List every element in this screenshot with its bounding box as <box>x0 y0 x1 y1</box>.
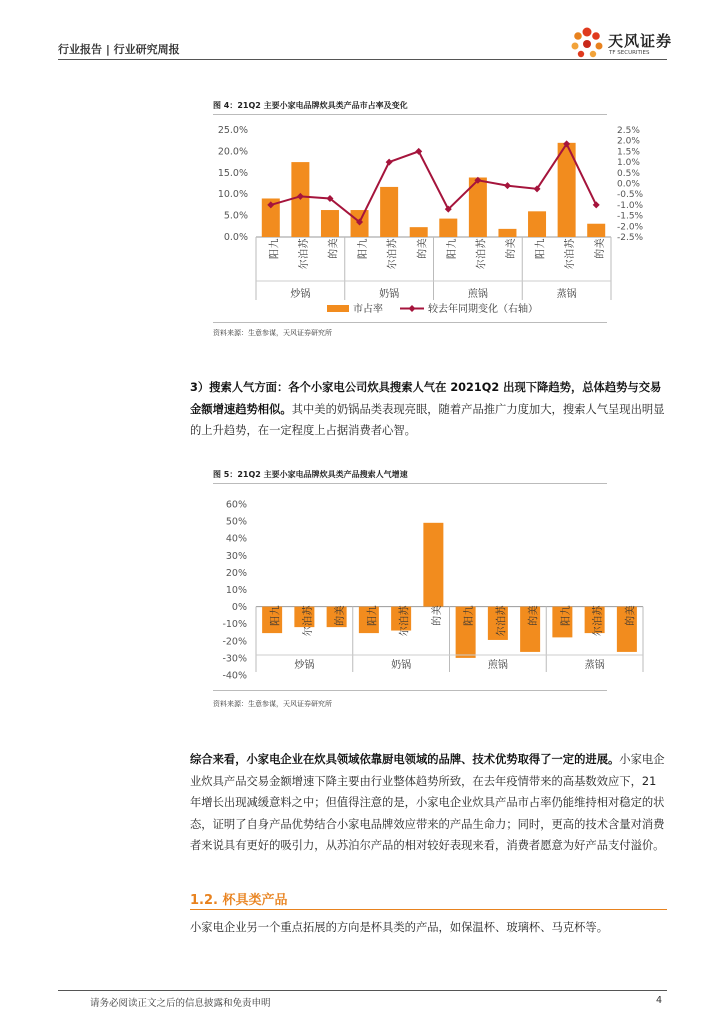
y-axis-tick: 0% <box>231 602 247 614</box>
right-axis-tick: 2.0% <box>617 136 640 147</box>
y-axis-tick: 50% <box>225 516 247 528</box>
paragraph-summary-lead: 综合来看，小家电企业在炊具领域依靠厨电领域的品牌、技术优势取得了一定的进展。 <box>190 753 620 766</box>
group-label: 奶锅 <box>391 660 412 671</box>
footer-divider <box>58 990 667 991</box>
figure4-source: 资料来源：生意参谋，天风证券研究所 <box>213 329 332 337</box>
svg-text:尔: 尔 <box>476 259 488 270</box>
svg-text:尔: 尔 <box>387 259 399 270</box>
right-axis-tick: 0.5% <box>617 168 640 179</box>
svg-text:泊: 泊 <box>565 248 577 259</box>
page-number: 4 <box>656 995 663 1006</box>
category-label <box>462 605 475 626</box>
svg-text:尔: 尔 <box>399 626 411 637</box>
svg-text:九: 九 <box>358 238 370 249</box>
y-axis-tick: 60% <box>225 499 247 511</box>
paragraph-summary-body: 小家电企业炊具产品交易金额增速下降主要由行业整体趋势所致，在去年疫情带来的高基数效应下，21 年增长出现减缓意料之中；但值得注意的是，小家电企业炊具产品市占率仍能维持相对稳定的状态，证明了自身产品优势结合小家电品牌效应带来的产品生命力；同时，更高的技术含量对消费者来说具有更好的吸引力，从苏泊尔产品的相对较好表现来看，消费者愿意为好产品支付溢价。 <box>190 753 665 852</box>
legend-bar-label: 市占率 <box>353 304 383 315</box>
group-label: 蒸锅 <box>584 660 605 671</box>
left-axis-tick: 0.0% <box>223 232 248 243</box>
category-label <box>527 605 540 626</box>
y-axis-tick: 10% <box>225 585 247 596</box>
category-label <box>591 604 604 636</box>
paragraph-search-popularity-body: 其中美的奶锅品类表现亮眼，随着产品推广力度加大，搜索人气呈现出明显的上升趋势，在一定程度上占据消费者心智。 <box>190 402 665 437</box>
svg-text:九: 九 <box>446 238 458 249</box>
svg-text:泊: 泊 <box>399 615 411 626</box>
svg-text:美: 美 <box>625 605 637 616</box>
figure5-title: 图 5：21Q2 主要小家电品牌炊具类产品搜索人气增速 <box>213 470 408 479</box>
legend-line-label: 较去年同期变化（右轴） <box>428 304 538 315</box>
group-label: 炒锅 <box>294 660 315 671</box>
right-axis-tick: 1.5% <box>617 147 640 158</box>
group-label: 煎锅 <box>487 660 508 671</box>
svg-text:尔: 尔 <box>496 626 508 637</box>
svg-text:苏: 苏 <box>387 238 399 249</box>
category-label <box>365 605 378 626</box>
category-label <box>269 605 282 626</box>
svg-text:的: 的 <box>335 615 347 626</box>
svg-text:阳: 阳 <box>560 615 572 626</box>
svg-text:美: 美 <box>431 605 443 616</box>
svg-text:尔: 尔 <box>302 626 314 637</box>
svg-text:泊: 泊 <box>302 615 314 626</box>
left-axis-tick: 10.0% <box>217 189 248 201</box>
svg-text:的: 的 <box>417 248 429 259</box>
svg-text:美: 美 <box>328 238 340 249</box>
svg-text:的: 的 <box>528 615 540 626</box>
group-label: 奶锅 <box>379 289 400 300</box>
svg-text:九: 九 <box>560 605 572 616</box>
y-axis-tick: -20% <box>222 636 247 648</box>
group-label: 炒锅 <box>290 289 311 300</box>
y-axis-tick: -30% <box>222 653 247 665</box>
right-axis-tick: -2.5% <box>617 233 644 243</box>
right-axis-tick: 1.0% <box>617 158 640 169</box>
category-label <box>301 604 314 636</box>
right-axis-tick: -1.5% <box>617 211 644 222</box>
svg-text:的: 的 <box>625 615 637 626</box>
svg-text:九: 九 <box>269 238 281 249</box>
svg-text:美: 美 <box>417 238 429 249</box>
footer-disclaimer: 请务必阅读正文之后的信息披露和免责申明 <box>90 998 271 1009</box>
category-label <box>559 605 572 626</box>
svg-text:泊: 泊 <box>496 615 508 626</box>
svg-text:九: 九 <box>535 238 547 249</box>
right-axis-tick: -0.5% <box>617 190 644 201</box>
svg-text:的: 的 <box>431 615 443 626</box>
svg-text:阳: 阳 <box>464 615 476 626</box>
logo-chinese-name: 天风证券 <box>608 32 673 50</box>
svg-text:尔: 尔 <box>298 259 310 270</box>
svg-text:的: 的 <box>506 248 518 259</box>
category-label <box>333 605 346 626</box>
category-label <box>623 605 636 626</box>
svg-text:的: 的 <box>594 248 606 259</box>
right-axis-tick: -2.0% <box>617 222 644 233</box>
svg-text:九: 九 <box>464 605 476 616</box>
left-axis-tick: 20.0% <box>217 146 248 158</box>
right-axis-tick: 0.0% <box>617 179 640 190</box>
svg-text:阳: 阳 <box>446 248 458 259</box>
svg-text:泊: 泊 <box>298 248 310 259</box>
svg-text:阳: 阳 <box>269 248 281 259</box>
svg-text:九: 九 <box>270 605 282 616</box>
left-axis-tick: 5.0% <box>223 210 248 222</box>
svg-text:苏: 苏 <box>399 605 411 616</box>
svg-text:美: 美 <box>528 605 540 616</box>
svg-text:美: 美 <box>506 238 518 249</box>
svg-text:苏: 苏 <box>496 605 508 616</box>
left-axis-tick: 25.0% <box>217 125 248 136</box>
svg-text:泊: 泊 <box>476 248 488 259</box>
left-axis-tick: 15.0% <box>217 167 248 179</box>
figure5-source: 资料来源：生意参谋，天风证券研究所 <box>213 700 332 708</box>
category-label <box>430 605 443 626</box>
logo-english-name: TF SECURITIES <box>609 50 650 56</box>
report-breadcrumb: 行业报告 | 行业研究周报 <box>58 43 180 56</box>
svg-text:阳: 阳 <box>270 615 282 626</box>
group-label: 蒸锅 <box>556 289 577 300</box>
svg-text:苏: 苏 <box>302 605 314 616</box>
section-underline <box>190 909 667 910</box>
svg-text:九: 九 <box>367 605 379 616</box>
group-label: 煎锅 <box>467 289 488 300</box>
y-axis-tick: -10% <box>222 619 247 631</box>
y-axis-tick: 30% <box>225 550 247 562</box>
section-title-cup-products: 1.2. 杯具类产品 <box>190 893 288 908</box>
svg-text:美: 美 <box>594 238 606 249</box>
right-axis-tick: -1.0% <box>617 200 644 211</box>
category-label <box>494 604 507 636</box>
svg-text:苏: 苏 <box>476 238 488 249</box>
y-axis-tick: -40% <box>222 670 247 682</box>
paragraph-cup-products: 小家电企业另一个重点拓展的方向是杯具类的产品，如保温杯、玻璃杯、马克杯等。 <box>190 921 608 934</box>
svg-text:尔: 尔 <box>565 259 577 270</box>
y-axis-tick: 20% <box>225 567 247 579</box>
figure4-title: 图 4：21Q2 主要小家电品牌炊具类产品市占率及变化 <box>213 101 408 110</box>
figure5-bottom-rule <box>213 690 607 691</box>
svg-text:苏: 苏 <box>298 238 310 249</box>
y-axis-tick: 40% <box>225 533 247 545</box>
svg-text:尔: 尔 <box>593 626 605 637</box>
svg-text:美: 美 <box>335 605 347 616</box>
svg-text:阳: 阳 <box>535 248 547 259</box>
svg-text:阳: 阳 <box>358 248 370 259</box>
category-label <box>398 604 411 636</box>
paragraph-search-popularity-lead: 3）搜索人气方面：各个小家电公司炊具搜索人气在 2021Q2 出现下降趋势，总体趋势与交易金额增速趋势相似。 <box>190 381 662 416</box>
svg-text:泊: 泊 <box>387 248 399 259</box>
svg-text:泊: 泊 <box>593 615 605 626</box>
search-growth-bar <box>423 523 443 607</box>
svg-text:的: 的 <box>328 248 340 259</box>
svg-text:苏: 苏 <box>593 605 605 616</box>
svg-text:苏: 苏 <box>565 238 577 249</box>
svg-text:阳: 阳 <box>367 615 379 626</box>
paragraph-summary <box>190 749 667 857</box>
right-axis-tick: 2.5% <box>617 126 640 136</box>
